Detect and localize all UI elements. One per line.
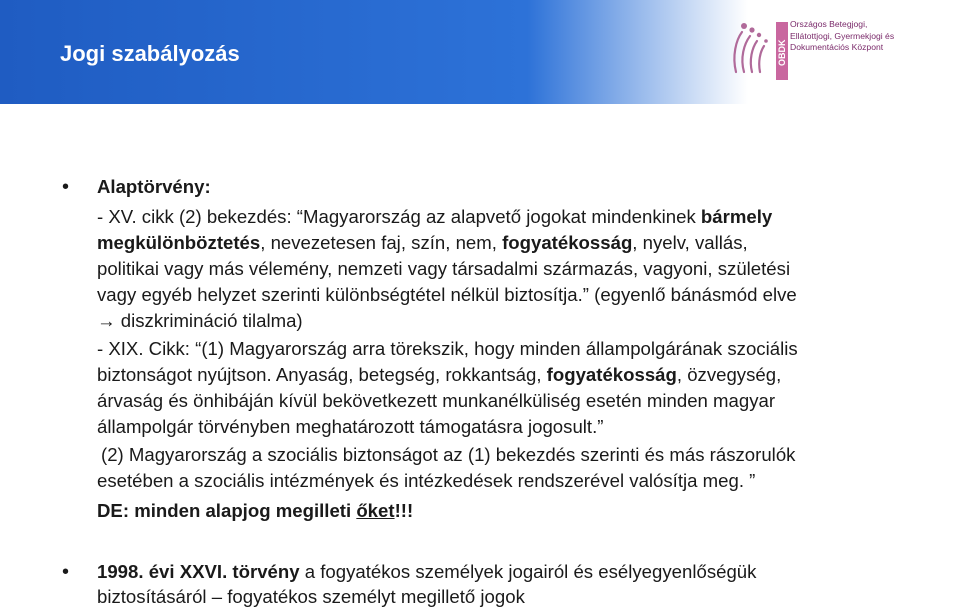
logo-line-1: Országos Betegjogi, <box>790 19 868 29</box>
law-line-1: 1998. évi XXVI. törvény a fogyatékos személyek jogairól és esélyegyenlőségük <box>97 561 757 582</box>
text-line-7: biztonságot nyújtson. Anyaság, betegség, rokkantság, fogyatékosság, özvegység, <box>97 364 782 385</box>
text-line-1: - XV. cikk (2) bekezdés: “Magyarország az alapvető jogokat mindenkinek bármely <box>97 206 773 227</box>
text-line-4: vagy egyéb helyzet szerinti különbségtétel nélkül biztosítja.” (egyenlő bánásmód elve <box>97 284 797 305</box>
logo-caption <box>790 19 894 54</box>
text-line-6: - XIX. Cikk: “(1) Magyarország arra törekszik, hogy minden állampolgárának szociális <box>97 338 798 359</box>
page-title: Jogi szabályozás <box>60 41 240 66</box>
logo-line-2: Ellátottjogi, Gyermekjogi és <box>790 30 895 41</box>
header-bar <box>0 0 959 104</box>
text-line-10: (2) Magyarország a szociális biztonságot az (1) bekezdés szerinti és más rászorulók <box>101 444 796 465</box>
emphasis-line: DE: minden alapjog megilleti őket!!! <box>97 500 414 521</box>
text-line-8: árvaság és önhibáján kívül bekövetkezett munkanélküliség esetén minden magyar <box>97 390 776 411</box>
law-line-2: biztosításáról – fogyatékos személyt megillető jogok <box>97 586 525 607</box>
text-line-3: politikai vagy más vélemény, nemzeti vagy társadalmi származás, vagyoni, születési <box>97 258 791 279</box>
bullet-dot: • <box>62 561 70 583</box>
logo-vertical-text: OBDK <box>777 39 787 66</box>
bullet-dot: • <box>62 176 70 198</box>
text-line-9: állampolgár törvényben meghatározott támogatásra jogosult.” <box>97 416 604 437</box>
text-line-11: esetében a szociális intézmények és intézkedések rendszerével valósítja meg. ” <box>97 470 756 491</box>
text-line-2: megkülönböztetés, nevezetesen faj, szín, nem, fogyatékosság, nyelv, vallás, <box>97 232 748 253</box>
text-line-5: → diszkrimináció tilalma) <box>97 310 303 331</box>
logo-line-3: Dokumentációs Központ <box>790 42 884 52</box>
bullet-heading: Alaptörvény: <box>97 176 211 197</box>
